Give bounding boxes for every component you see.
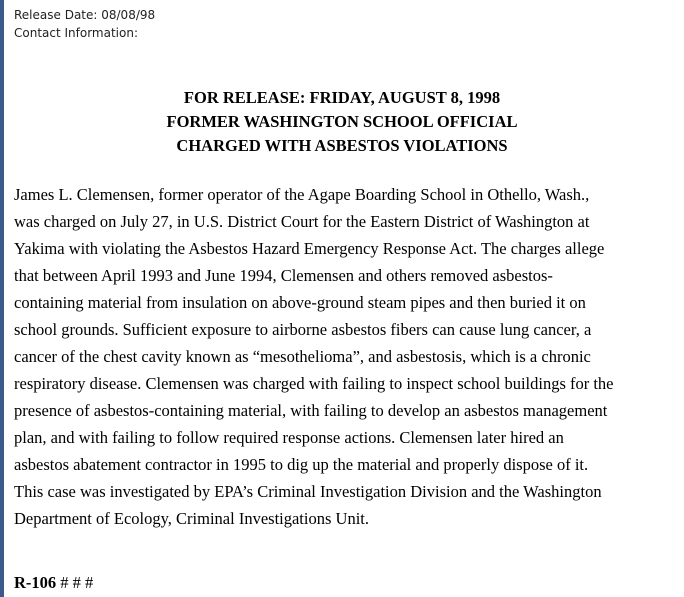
body-line: was charged on July 27, in U.S. District Court for the Eastern District of Washington at bbox=[14, 212, 590, 231]
body-line: school grounds. Sufficient exposure to airborne asbestos fibers can cause lung cancer, a bbox=[14, 320, 592, 339]
body-line: respiratory disease. Clemensen was charged with failing to inspect school buildings for the bbox=[14, 374, 614, 393]
contact-information: Contact Information: bbox=[14, 26, 139, 40]
headline-line-2: FORMER WASHINGTON SCHOOL OFFICIAL bbox=[166, 112, 518, 131]
body-line: cancer of the chest cavity known as “mesothelioma”, and asbestosis, which is a chronic bbox=[14, 347, 591, 366]
body-line: asbestos abatement contractor in 1995 to dig up the material and properly dispose of it. bbox=[14, 455, 589, 474]
headline bbox=[0, 86, 684, 158]
body-line: James L. Clemensen, former operator of the Agape Boarding School in Othello, Wash., bbox=[14, 185, 590, 204]
press-release-body bbox=[14, 181, 680, 532]
body-line: presence of asbestos-containing material, with failing to develop an asbestos management bbox=[14, 401, 608, 420]
body-line: Department of Ecology, Criminal Investigations Unit. bbox=[14, 509, 369, 528]
body-line: containing material from insulation on above-ground steam pipes and then buried it on bbox=[14, 293, 586, 312]
headline-line-1: FOR RELEASE: FRIDAY, AUGUST 8, 1998 bbox=[183, 88, 501, 107]
end-marks: # # # bbox=[56, 573, 94, 592]
body-line: This case was investigated by EPA’s Criminal Investigation Division and the Washington bbox=[14, 482, 602, 501]
release-footer bbox=[14, 572, 93, 594]
release-meta bbox=[14, 6, 155, 42]
release-date: Release Date: 08/08/98 bbox=[14, 8, 156, 22]
headline-line-3: CHARGED WITH ASBESTOS VIOLATIONS bbox=[176, 136, 508, 155]
body-line: that between April 1993 and June 1994, Clemensen and others removed asbestos- bbox=[14, 266, 553, 285]
body-line: plan, and with failing to follow required response actions. Clemensen later hired an bbox=[14, 428, 564, 447]
body-line: Yakima with violating the Asbestos Hazard Emergency Response Act. The charges allege bbox=[14, 239, 605, 258]
release-number: R-106 bbox=[14, 573, 57, 592]
